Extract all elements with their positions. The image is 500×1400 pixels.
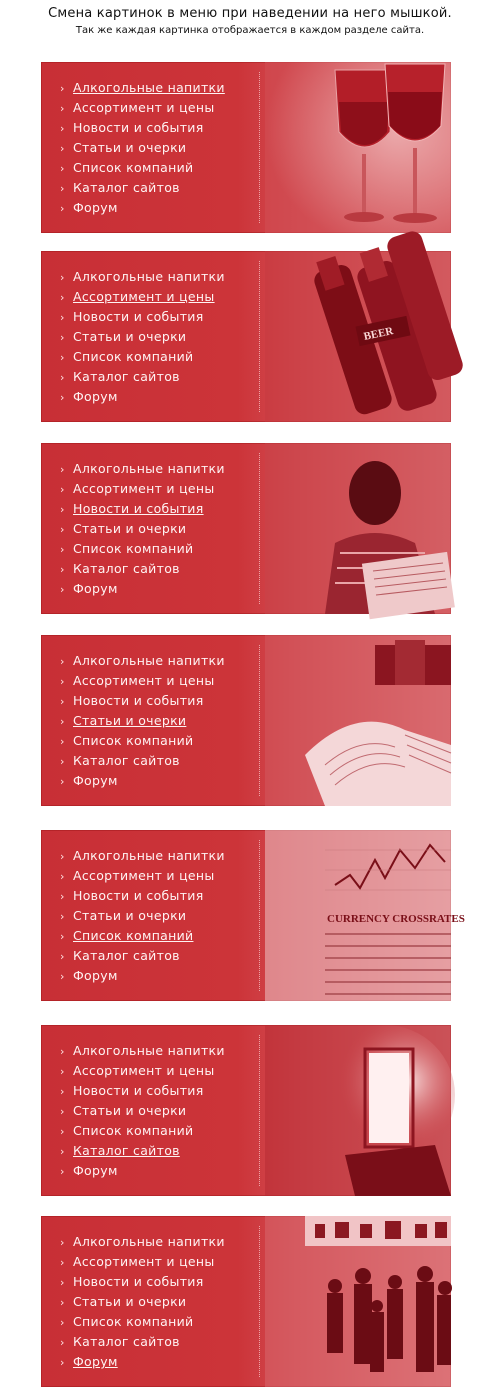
beer-bottles-photo <box>265 251 451 422</box>
nav-menu <box>60 1040 225 1180</box>
menu-item[interactable] <box>60 925 225 945</box>
chevron-right-icon: › <box>60 503 65 516</box>
chevron-right-icon: › <box>60 563 65 576</box>
chevron-right-icon: › <box>60 1316 65 1329</box>
menu-item[interactable] <box>60 157 225 177</box>
menu-item-label: Список компаний <box>73 349 194 364</box>
menu-item[interactable] <box>60 518 225 538</box>
menu-banner-3 <box>41 443 451 614</box>
menu-item[interactable] <box>60 266 225 286</box>
menu-item-label: Список компаний <box>73 928 194 943</box>
chevron-right-icon: › <box>60 675 65 688</box>
menu-divider <box>259 840 260 991</box>
menu-item-label: Список компаний <box>73 1314 194 1329</box>
menu-item-label: Алкогольные напитки <box>73 1043 225 1058</box>
menu-item[interactable] <box>60 346 225 366</box>
menu-item-label: Алкогольные напитки <box>73 848 225 863</box>
menu-item[interactable] <box>60 1291 225 1311</box>
menu-item[interactable] <box>60 650 225 670</box>
menu-divider <box>259 72 260 223</box>
menu-item[interactable] <box>60 578 225 598</box>
menu-item[interactable] <box>60 197 225 217</box>
menu-item[interactable] <box>60 306 225 326</box>
crowd-stock-exchange-photo <box>265 1216 451 1387</box>
menu-item[interactable] <box>60 458 225 478</box>
menu-item-label: Новости и события <box>73 888 204 903</box>
menu-item-label: Статьи и очерки <box>73 713 187 728</box>
menu-item-label: Ассортимент и цены <box>73 289 215 304</box>
nav-menu <box>60 266 225 406</box>
chevron-right-icon: › <box>60 890 65 903</box>
menu-banner-4 <box>41 635 451 806</box>
chevron-right-icon: › <box>60 102 65 115</box>
menu-divider <box>259 261 260 412</box>
computer-monitor-photo <box>265 1025 451 1196</box>
menu-banner-2 <box>41 251 451 422</box>
currency-crossrates-text: CURRENCY CROSSRATES <box>327 913 465 925</box>
chevron-right-icon: › <box>60 1045 65 1058</box>
menu-item-label: Статьи и очерки <box>73 1103 187 1118</box>
chevron-right-icon: › <box>60 142 65 155</box>
menu-item-label: Ассортимент и цены <box>73 1254 215 1269</box>
menu-item-label: Новости и события <box>73 1274 204 1289</box>
chevron-right-icon: › <box>60 271 65 284</box>
menu-item-label: Каталог сайтов <box>73 1334 180 1349</box>
menu-item[interactable] <box>60 670 225 690</box>
menu-item[interactable] <box>60 1060 225 1080</box>
man-reading-newspaper-photo <box>265 443 451 614</box>
menu-item-label: Ассортимент и цены <box>73 673 215 688</box>
menu-item-label: Новости и события <box>73 693 204 708</box>
menu-item-label: Список компаний <box>73 1123 194 1138</box>
menu-item-label: Алкогольные напитки <box>73 1234 225 1249</box>
menu-item[interactable] <box>60 77 225 97</box>
menu-item-label: Каталог сайтов <box>73 948 180 963</box>
menu-item[interactable] <box>60 1140 225 1160</box>
menu-item-label: Каталог сайтов <box>73 753 180 768</box>
wine-glasses-photo <box>265 62 451 233</box>
menu-item[interactable] <box>60 1231 225 1251</box>
menu-item[interactable] <box>60 730 225 750</box>
menu-item[interactable] <box>60 965 225 985</box>
chevron-right-icon: › <box>60 82 65 95</box>
menu-item[interactable] <box>60 770 225 790</box>
chevron-right-icon: › <box>60 850 65 863</box>
menu-item[interactable] <box>60 710 225 730</box>
chevron-right-icon: › <box>60 182 65 195</box>
nav-menu <box>60 845 225 985</box>
menu-divider <box>259 645 260 796</box>
menu-item-label: Новости и события <box>73 1083 204 1098</box>
chevron-right-icon: › <box>60 1085 65 1098</box>
menu-item-label: Новости и события <box>73 120 204 135</box>
menu-item-label: Статьи и очерки <box>73 1294 187 1309</box>
chevron-right-icon: › <box>60 311 65 324</box>
menu-item[interactable] <box>60 137 225 157</box>
menu-item[interactable] <box>60 558 225 578</box>
nav-menu <box>60 77 225 217</box>
chevron-right-icon: › <box>60 950 65 963</box>
menu-item-label: Ассортимент и цены <box>73 1063 215 1078</box>
currency-crossrates-newspaper-photo <box>265 830 465 1001</box>
chevron-right-icon: › <box>60 202 65 215</box>
menu-item[interactable] <box>60 1100 225 1120</box>
chevron-right-icon: › <box>60 775 65 788</box>
menu-item-label: Форум <box>73 1354 118 1369</box>
menu-divider <box>259 1035 260 1186</box>
chevron-right-icon: › <box>60 755 65 768</box>
menu-item[interactable] <box>60 478 225 498</box>
chevron-right-icon: › <box>60 543 65 556</box>
chevron-right-icon: › <box>60 930 65 943</box>
menu-item-label: Алкогольные напитки <box>73 269 225 284</box>
chevron-right-icon: › <box>60 583 65 596</box>
menu-item-label: Статьи и очерки <box>73 908 187 923</box>
menu-divider <box>259 1226 260 1377</box>
chevron-right-icon: › <box>60 970 65 983</box>
menu-item-label: Статьи и очерки <box>73 329 187 344</box>
chevron-right-icon: › <box>60 910 65 923</box>
menu-item-label: Статьи и очерки <box>73 140 187 155</box>
menu-item[interactable] <box>60 1160 225 1180</box>
chevron-right-icon: › <box>60 655 65 668</box>
menu-item-label: Список компаний <box>73 541 194 556</box>
menu-item[interactable] <box>60 1271 225 1291</box>
menu-item[interactable] <box>60 117 225 137</box>
page-title: Смена картинок в меню при наведении на него мышкой. <box>48 6 452 21</box>
menu-item[interactable] <box>60 1120 225 1140</box>
beer-label-text: BEER <box>362 325 395 343</box>
menu-item[interactable] <box>60 885 225 905</box>
menu-item-label: Алкогольные напитки <box>73 80 225 95</box>
chevron-right-icon: › <box>60 735 65 748</box>
menu-item-label: Ассортимент и цены <box>73 481 215 496</box>
menu-item-label: Статьи и очерки <box>73 521 187 536</box>
menu-item-label: Новости и события <box>73 309 204 324</box>
menu-item[interactable] <box>60 498 225 518</box>
chevron-right-icon: › <box>60 1236 65 1249</box>
menu-banner-7 <box>41 1216 451 1387</box>
menu-item-label: Форум <box>73 773 118 788</box>
menu-item-label: Новости и события <box>73 501 204 516</box>
menu-item[interactable] <box>60 97 225 117</box>
chevron-right-icon: › <box>60 391 65 404</box>
menu-item-label: Алкогольные напитки <box>73 653 225 668</box>
menu-item[interactable] <box>60 177 225 197</box>
chevron-right-icon: › <box>60 463 65 476</box>
menu-banner-1 <box>41 62 451 233</box>
menu-banner-5 <box>41 830 465 1001</box>
nav-menu <box>60 650 225 790</box>
menu-item[interactable] <box>60 366 225 386</box>
chevron-right-icon: › <box>60 1125 65 1138</box>
chevron-right-icon: › <box>60 695 65 708</box>
chevron-right-icon: › <box>60 1296 65 1309</box>
menu-item[interactable] <box>60 1311 225 1331</box>
menu-item-label: Каталог сайтов <box>73 369 180 384</box>
chevron-right-icon: › <box>60 351 65 364</box>
menu-item[interactable] <box>60 1080 225 1100</box>
menu-item-label: Форум <box>73 389 118 404</box>
menu-item-label: Форум <box>73 968 118 983</box>
menu-item-label: Форум <box>73 200 118 215</box>
chevron-right-icon: › <box>60 331 65 344</box>
menu-item[interactable] <box>60 286 225 306</box>
nav-menu <box>60 458 225 598</box>
open-book-photo <box>265 635 451 806</box>
menu-item[interactable] <box>60 905 225 925</box>
menu-item[interactable] <box>60 1251 225 1271</box>
menu-item-label: Ассортимент и цены <box>73 868 215 883</box>
menu-divider <box>259 453 260 604</box>
chevron-right-icon: › <box>60 1356 65 1369</box>
chevron-right-icon: › <box>60 1105 65 1118</box>
chevron-right-icon: › <box>60 122 65 135</box>
menu-banner-6 <box>41 1025 451 1196</box>
menu-item-label: Форум <box>73 581 118 596</box>
menu-item[interactable] <box>60 538 225 558</box>
chevron-right-icon: › <box>60 523 65 536</box>
menu-item[interactable] <box>60 690 225 710</box>
chevron-right-icon: › <box>60 715 65 728</box>
menu-item-label: Каталог сайтов <box>73 1143 180 1158</box>
chevron-right-icon: › <box>60 1336 65 1349</box>
chevron-right-icon: › <box>60 1276 65 1289</box>
menu-item-label: Ассортимент и цены <box>73 100 215 115</box>
menu-item[interactable] <box>60 1331 225 1351</box>
chevron-right-icon: › <box>60 1256 65 1269</box>
menu-item-label: Форум <box>73 1163 118 1178</box>
chevron-right-icon: › <box>60 162 65 175</box>
menu-item[interactable] <box>60 750 225 770</box>
menu-item[interactable] <box>60 865 225 885</box>
nav-menu <box>60 1231 225 1371</box>
chevron-right-icon: › <box>60 371 65 384</box>
menu-item[interactable] <box>60 386 225 406</box>
menu-item-label: Список компаний <box>73 733 194 748</box>
menu-item[interactable] <box>60 945 225 965</box>
chevron-right-icon: › <box>60 1165 65 1178</box>
chevron-right-icon: › <box>60 1145 65 1158</box>
menu-item[interactable] <box>60 326 225 346</box>
menu-item[interactable] <box>60 1040 225 1060</box>
menu-item-label: Алкогольные напитки <box>73 461 225 476</box>
chevron-right-icon: › <box>60 291 65 304</box>
chevron-right-icon: › <box>60 483 65 496</box>
page-subtitle: Так же каждая картинка отображается в каждом разделе сайта. <box>75 25 425 36</box>
menu-item-label: Каталог сайтов <box>73 561 180 576</box>
menu-item[interactable] <box>60 1351 225 1371</box>
menu-item-label: Каталог сайтов <box>73 180 180 195</box>
menu-item-label: Список компаний <box>73 160 194 175</box>
chevron-right-icon: › <box>60 870 65 883</box>
chevron-right-icon: › <box>60 1065 65 1078</box>
menu-item[interactable] <box>60 845 225 865</box>
